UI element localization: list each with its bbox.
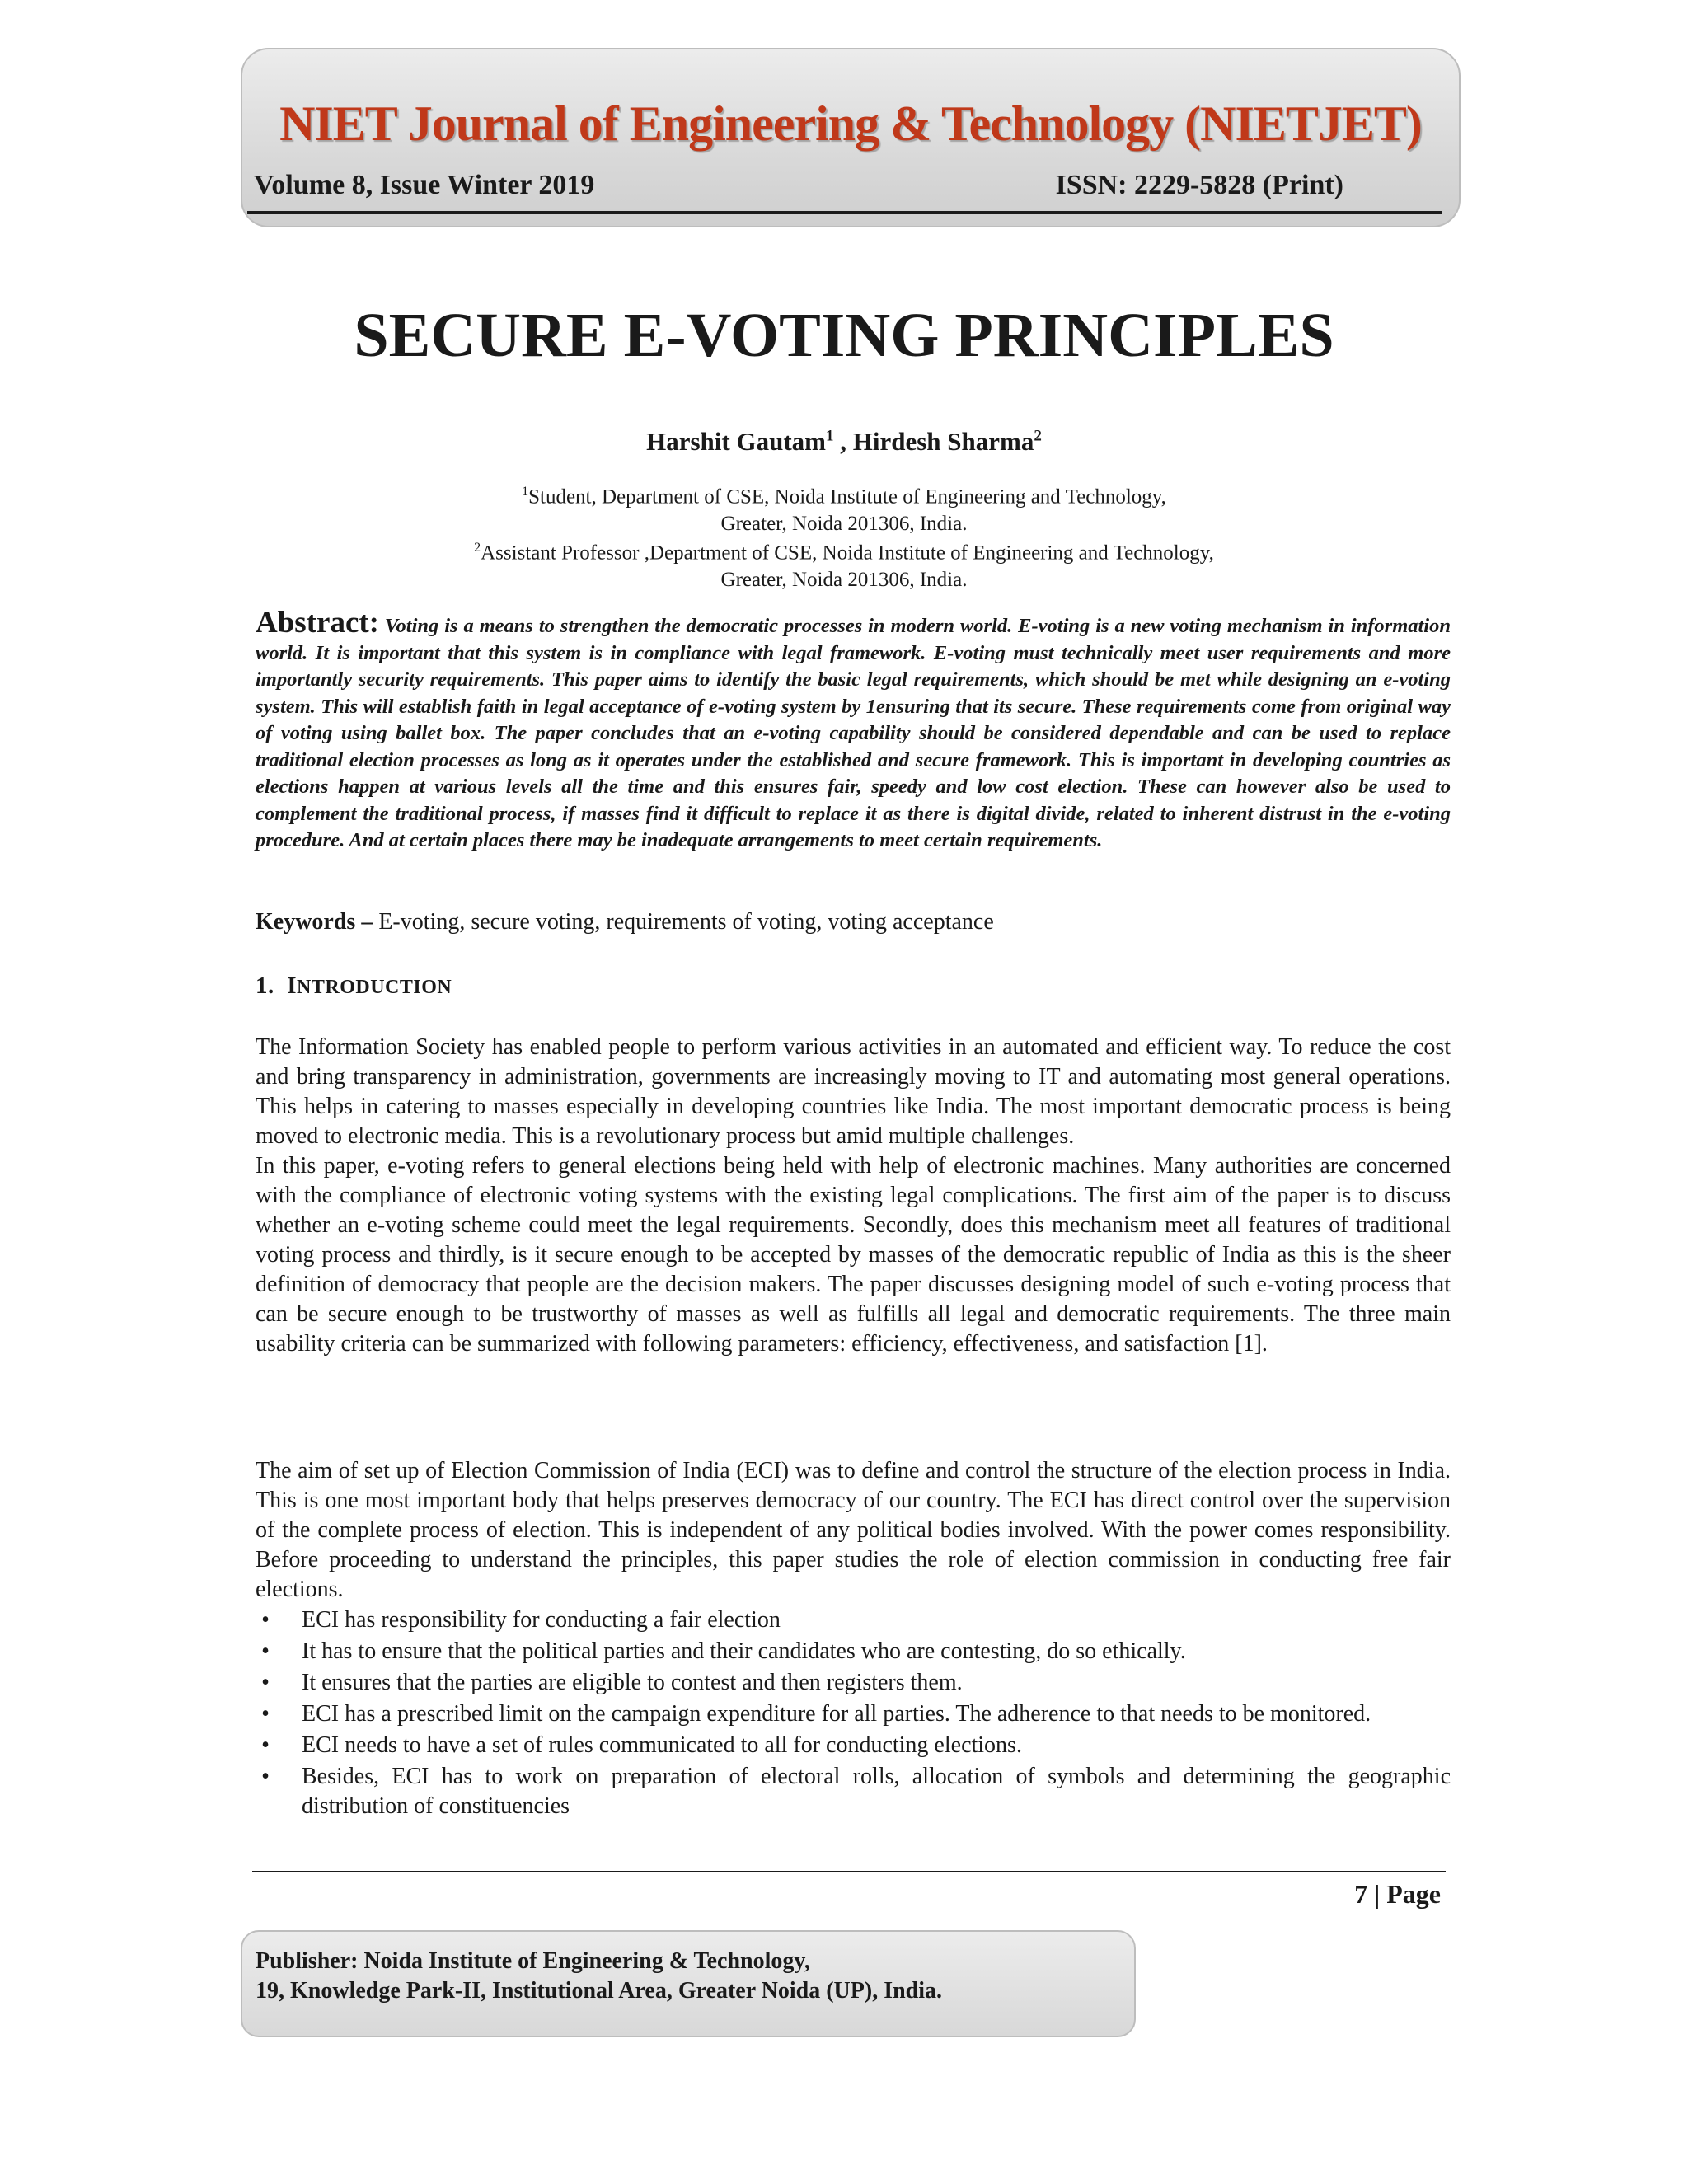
footer-divider (252, 1871, 1446, 1872)
list-item-text: ECI has responsibility for conducting a fair election (302, 1607, 781, 1633)
affiliation-1-sup: 1 (522, 485, 529, 499)
bullet-icon: • (261, 1638, 270, 1664)
paragraph-3: The aim of set up of Election Commission of India (ECI) was to define and control the structure of the election process in India. This is one most important body that helps preserves democracy of our country. The ECI has direct control over the supervision of the complete process of election. This is independent of any political bodies involved. With the power comes responsibility. Before proceeding to understand the principles, this paper studies the role of election commission in conducting free fair elections. (256, 1458, 1451, 1602)
publisher-box (241, 1930, 1136, 2037)
abstract-text: Voting is a means to strengthen the democratic processes in modern world. E-voting is a new voting mechanism in information world. It is important that this system is in compliance with legal framework. E-voting must technically meet user requirements and more importantly security requirements. This paper aims to identify the basic legal requirements, which should be met while designing an e-voting system. This will establish faith in legal acceptance of e-voting system by 1ensuring that its secure. These requirements come from original way of voting using ballet box. The paper concludes that an e-voting capability should be considered dependable and can be used to replace traditional election processes as long as it operates under the established and secure framework. This is important in developing countries as elections happen at various levels all the time and this ensures fair, speedy and low cost election. These can however also be used to complement the traditional process, if masses find it difficult to replace it as there is digital divide, related to inherent distrust in the e-voting procedure. And at certain places there may be inadequate arrangements to meet certain requirements. (256, 615, 1451, 851)
publisher-line-1: Publisher: Noida Institute of Engineering & Technology, (256, 1948, 810, 1974)
section-title-rest: NTRODUCTION (297, 977, 452, 998)
keywords-label: Keywords – (256, 909, 373, 935)
affiliation-2-line2: Greater, Noida 201306, India. (720, 569, 968, 592)
keywords (256, 909, 1451, 935)
list-item-text: Besides, ECI has to work on preparation of electoral rolls, allocation of symbols and determining the geographic distribution of constituencies (302, 1764, 1451, 1819)
page-number: 7 | Page (1354, 1879, 1441, 1909)
section-heading-introduction (256, 972, 452, 1000)
affiliation-1-line2: Greater, Noida 201306, India. (720, 513, 968, 536)
paper-title: SECURE E-VOTING PRINCIPLES (354, 301, 1334, 370)
bullet-icon: • (261, 1607, 270, 1633)
list-item-text: It has to ensure that the political parties and their candidates who are contesting, do so ethically. (302, 1638, 1186, 1664)
affiliation-2-sup: 2 (474, 541, 481, 555)
affiliation-1 (0, 478, 1688, 537)
list-item (256, 1699, 1451, 1729)
eci-responsibilities-list (256, 1605, 1451, 1823)
keywords-text: E-voting, secure voting, requirements of voting, voting acceptance (378, 909, 994, 935)
affiliation-2-line1: Assistant Professor ,Department of CSE, Noida Institute of Engineering and Technology, (481, 541, 1214, 565)
list-item (256, 1762, 1451, 1821)
bullet-icon: • (261, 1701, 270, 1727)
paragraph-2: In this paper, e-voting refers to general elections being held with help of electronic machines. Many authorities are concerned with the compliance of electronic voting systems with the existing legal complications. The first aim of the paper is to discuss whether an e-voting scheme could meet the legal requirements. Secondly, does this mechanism meet all features of traditional voting process and thirdly, is it secure enough to be accepted by masses of the democratic republic of India as this is the sheer definition of democracy that people are the decision makers. The paper discusses designing model of such e-voting process that can be secure enough to be trustworthy of masses as well as fulfills all legal and democratic requirements. The three main usability criteria can be summarized with following parameters: efficiency, effectiveness, and satisfaction [1]. (256, 1153, 1451, 1357)
list-item (256, 1637, 1451, 1666)
publisher-line-2: 19, Knowledge Park-II, Institutional Area, Greater Noida (UP), India. (256, 1978, 943, 2004)
journal-header (241, 48, 1461, 227)
section-first-letter: I (287, 972, 298, 999)
list-item-text: ECI has a prescribed limit on the campaign expenditure for all parties. The adherence to that needs to be monitored. (302, 1701, 1372, 1727)
journal-title: NIET Journal of Engineering & Technology (NIETJET) (279, 96, 1422, 151)
abstract (256, 606, 1451, 855)
list-item-text: It ensures that the parties are eligible to contest and then registers them. (302, 1670, 963, 1695)
list-item (256, 1668, 1451, 1698)
abstract-label: Abstract: (256, 606, 380, 640)
authors (0, 427, 1688, 457)
issn: ISSN: 2229-5828 (Print) (1055, 170, 1343, 200)
volume-issue: Volume 8, Issue Winter 2019 (254, 170, 595, 200)
author-1: Harshit Gautam (646, 427, 826, 456)
intro-paragraph-3-wrap (256, 1456, 1451, 1605)
author-2-sup: 2 (1034, 427, 1042, 445)
header-divider (247, 211, 1442, 214)
affiliation-2 (0, 534, 1688, 593)
section-number: 1. (256, 972, 274, 999)
bullet-icon: • (261, 1732, 270, 1758)
list-item (256, 1605, 1451, 1635)
author-2: Hirdesh Sharma (852, 427, 1034, 456)
list-item-text: ECI needs to have a set of rules communicated to all for conducting elections. (302, 1732, 1022, 1758)
intro-paragraphs (256, 1033, 1451, 1359)
author-1-sup: 1 (826, 427, 834, 445)
bullet-icon: • (261, 1670, 270, 1695)
bullet-icon: • (261, 1764, 270, 1789)
affiliation-1-line1: Student, Department of CSE, Noida Institute of Engineering and Technology, (528, 485, 1166, 509)
list-item (256, 1731, 1451, 1760)
author-separator: , (833, 427, 853, 456)
paragraph-1: The Information Society has enabled people to perform various activities in an automated and efficient way. To reduce the cost and bring transparency in administration, governments are increasingly moving to IT and automating most general operations. This helps in catering to masses especially in developing countries like India. The most important democratic process is being moved to electronic media. This is a revolutionary process but amid multiple challenges. (256, 1034, 1451, 1149)
